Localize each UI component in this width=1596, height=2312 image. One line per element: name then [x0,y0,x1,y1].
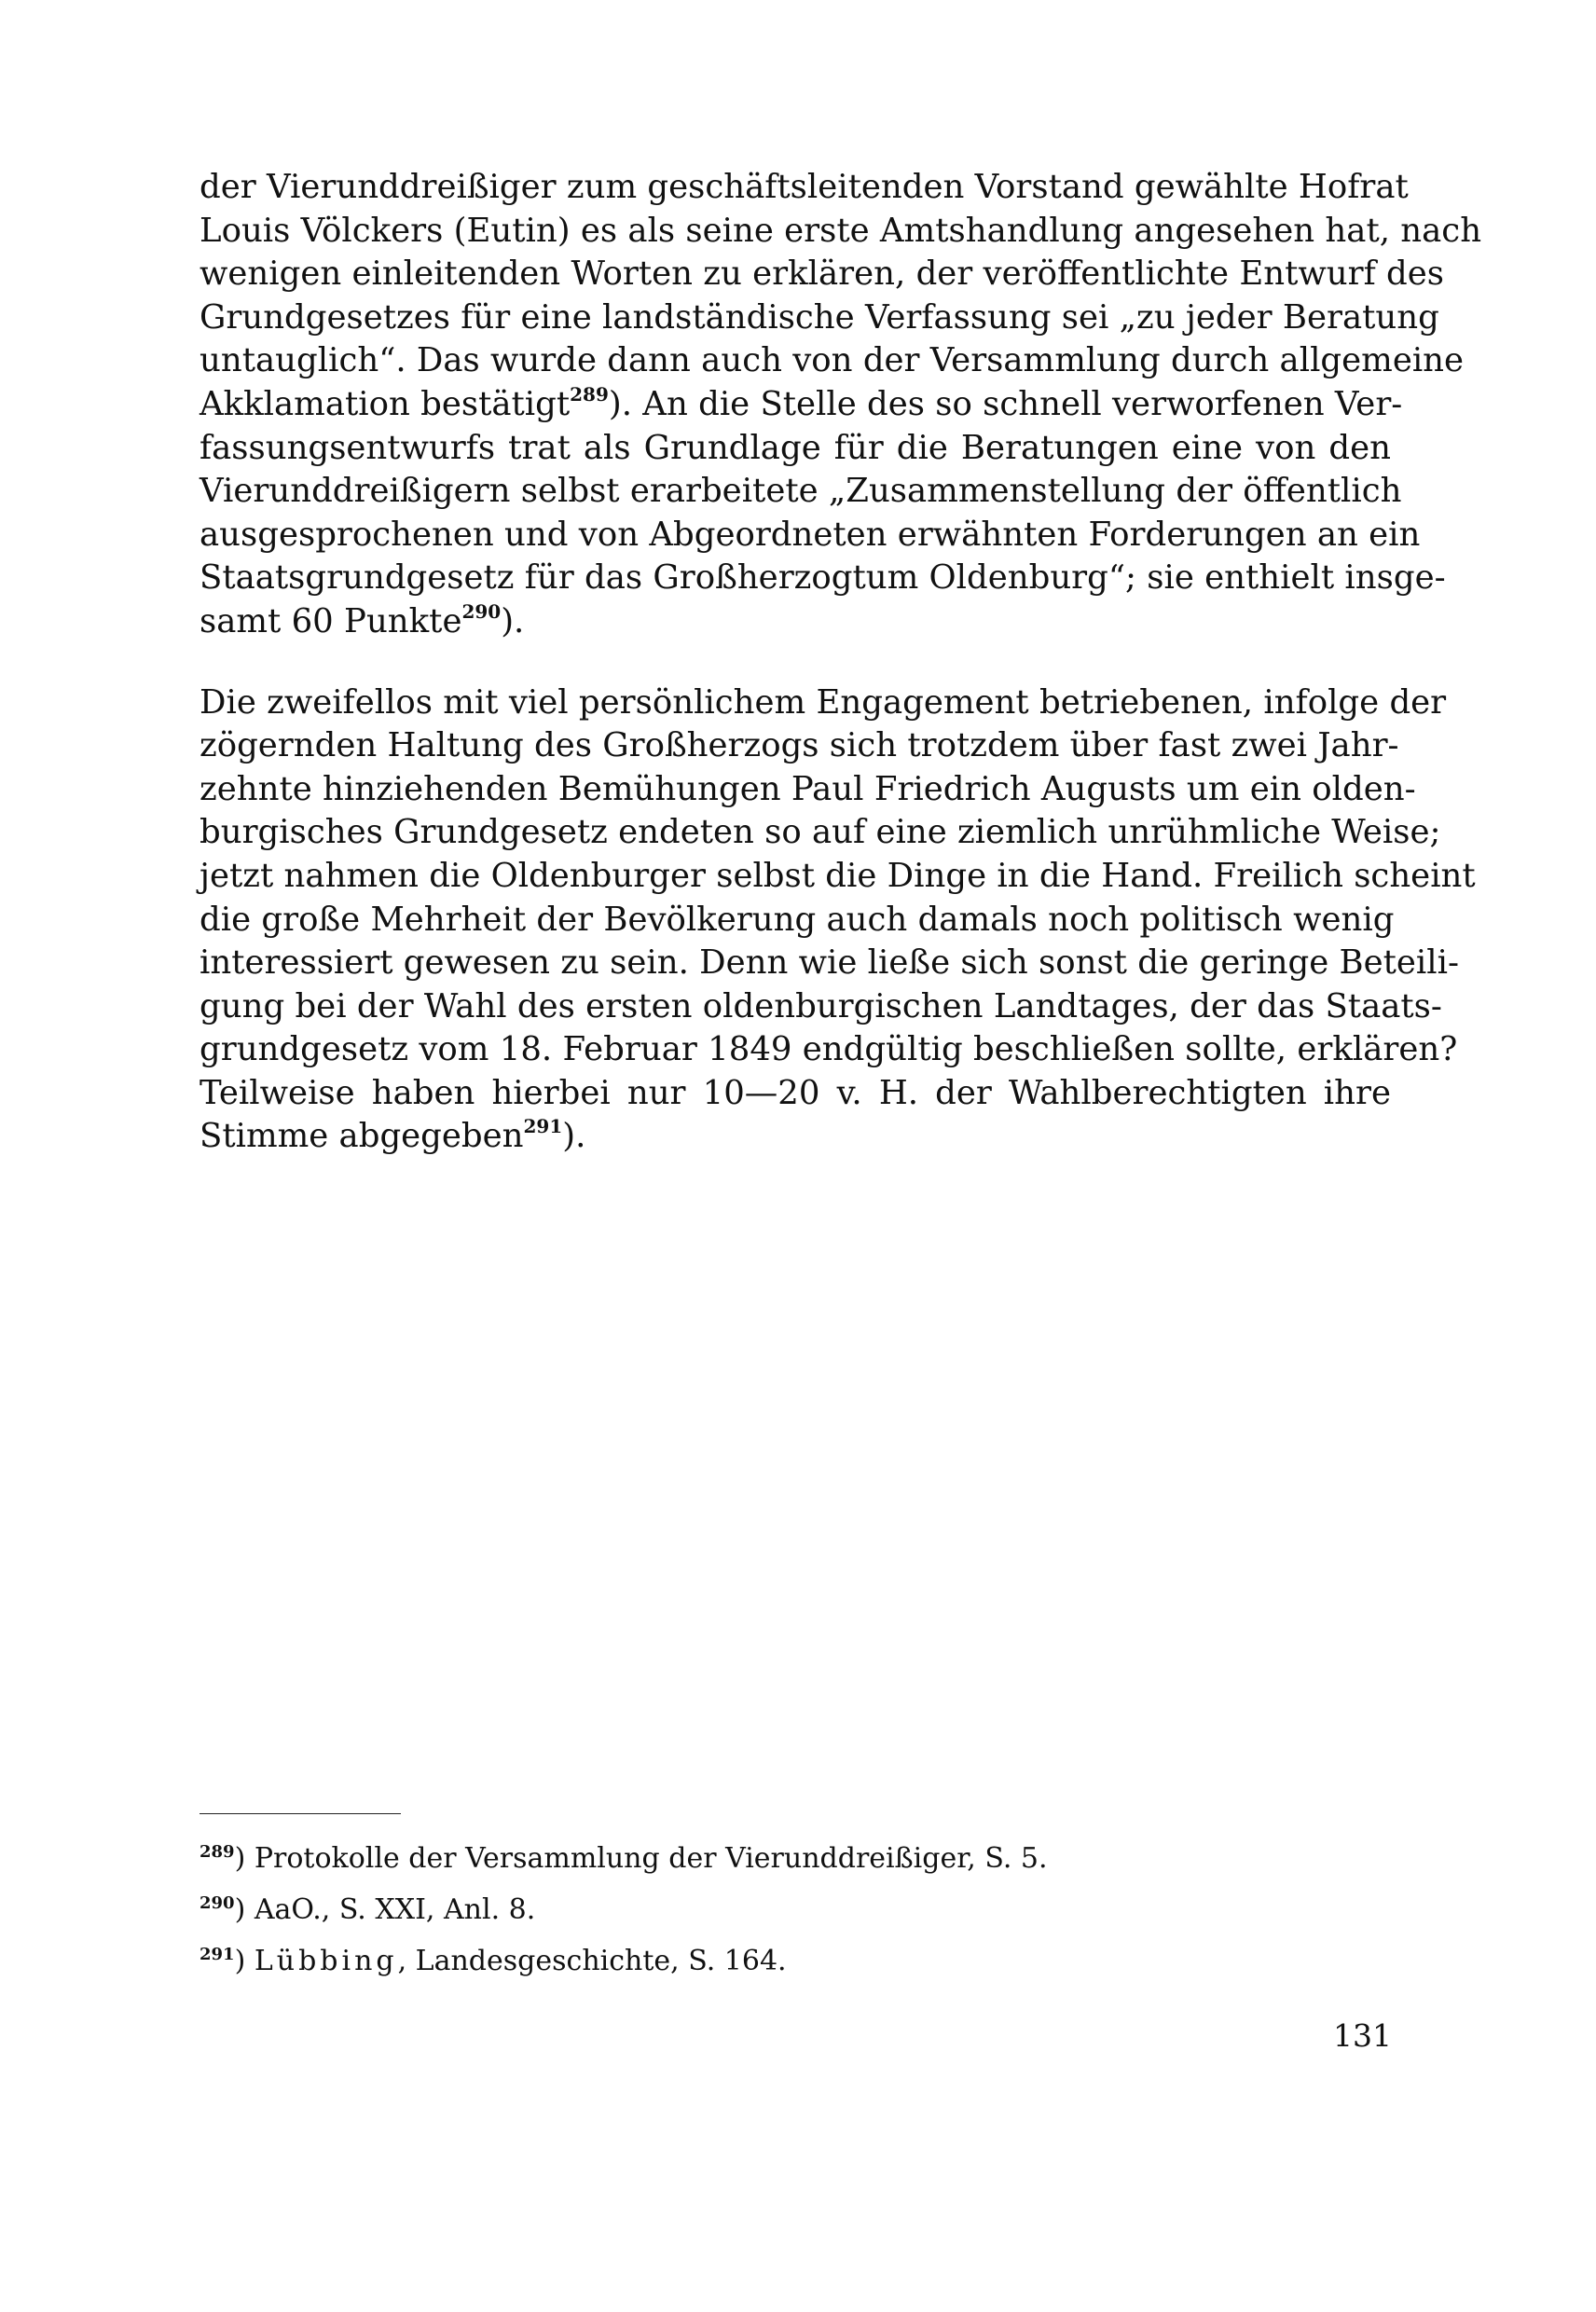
text-line: Teilweise haben hierbei nur 10—20 v. H. der Wahlberechtigten ihre [200,1073,1391,1112]
footnote-divider [200,1813,401,1814]
page-body [200,166,1482,1159]
text-segment: ). [501,601,525,640]
paragraph-2 [200,681,1476,1160]
footnotes [200,1837,1225,1990]
text-line: zehnte hinziehenden Bemühungen Paul Friedrich Augusts um ein olden- [200,769,1416,808]
footnote-text: ) AaO., S. XXI, Anl. 8. [234,1893,536,1926]
footnote [200,1837,1225,1888]
footnote-ref[interactable]: 291 [523,1115,563,1138]
footnote-number: 291 [200,1945,235,1964]
text-line: wenigen einleitenden Worten zu erklären, der veröffentlichte Entwurf des [200,255,1444,294]
text-line: Staatsgrundgesetz für das Großherzogtum Oldenburg“; sie enthielt insge- [200,558,1446,598]
text-segment: ). An die Stelle des so schnell verworfenen Ver- [608,384,1403,423]
text-line: ausgesprochenen und von Abgeordneten erwähnten Forderungen an ein [200,515,1421,554]
footnote-author: Lübbing [254,1945,398,1977]
footnote-ref[interactable]: 289 [570,382,609,406]
text-segment: Stimme abgegeben [200,1117,524,1156]
paragraph-1 [200,166,1482,644]
text-line: Louis Völckers (Eutin) es als seine erste Amtshandlung angesehen hat, nach [200,211,1482,250]
text-line [200,600,1391,644]
text-segment: samt 60 Punkte [200,601,462,640]
text-line: untauglich“. Das wurde dann auch von der Versammlung durch allgemeine [200,341,1465,380]
text-line [200,382,1403,427]
text-line: gung bei der Wahl des ersten oldenburgischen Landtages, der das Staats- [200,986,1442,1025]
text-segment: ). [562,1117,586,1156]
footnote-number: 290 [200,1893,235,1913]
text-line: grundgesetz vom 18. Februar 1849 endgültig beschließen sollte, erklären? [200,1030,1458,1069]
text-line: die große Mehrheit der Bevölkerung auch damals noch politisch wenig [200,900,1395,939]
footnote [200,1939,1225,1990]
text-line [200,1115,1391,1159]
footnote-ref[interactable]: 290 [461,599,502,623]
text-line: burgisches Grundgesetz endeten so auf eine ziemlich unrühmliche Weise; [200,813,1441,852]
footnote [200,1888,1225,1939]
page-number: 131 [1333,2017,1392,2054]
text-line: Grundgesetzes für eine landständische Verfassung sei „zu jeder Beratung [200,297,1439,337]
text-line: fassungsentwurfs trat als Grundlage für die Beratungen eine von den [200,428,1391,467]
footnote-text: , Landesgeschichte, S. 164. [397,1945,787,1977]
text-line: jetzt nahmen die Oldenburger selbst die Dinge in die Hand. Freilich scheint [200,856,1476,895]
text-line: Vierunddreißigern selbst erarbeitete „Zusammenstellung der öffentlich [200,472,1402,511]
text-line: der Vierunddreißiger zum geschäftsleitenden Vorstand gewählte Hofrat [200,168,1409,206]
text-line: Die zweifellos mit viel persönlichem Engagement betriebenen, infolge der [200,682,1447,722]
text-line: interessiert gewesen zu sein. Denn wie ließe sich sonst die geringe Beteili- [200,943,1459,983]
footnote-text: ) [234,1945,255,1977]
text-line: zögernden Haltung des Großherzogs sich trotzdem über fast zwei Jahr- [200,726,1399,765]
footnote-number: 289 [200,1842,235,1862]
footnote-text: ) Protokolle der Versammlung der Vierunddreißiger, S. 5. [234,1842,1048,1875]
text-segment: Akklamation bestätigt [200,384,571,423]
